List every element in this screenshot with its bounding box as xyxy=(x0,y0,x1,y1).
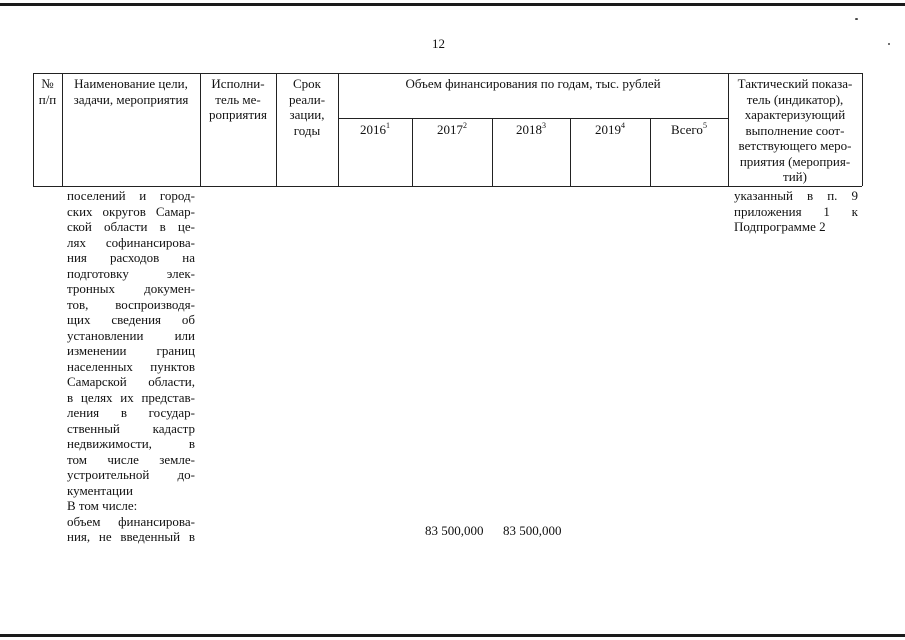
top-border-rule xyxy=(0,3,905,6)
header-year-2016: 2016$^1$ xyxy=(360,121,390,137)
column-divider xyxy=(862,73,863,186)
header-year-2018: 2018$^3$ xyxy=(516,121,546,137)
header-year-2019: 2019$^4$ xyxy=(595,121,625,137)
header-name: Наименование цели, задачи, мероприятия xyxy=(73,76,189,107)
table-header-bottom-border xyxy=(33,186,862,187)
scan-speck xyxy=(855,18,858,20)
including-label: В том числе: xyxy=(67,498,138,513)
page-number: 12 xyxy=(432,36,445,51)
header-number: № п/п xyxy=(38,76,57,107)
header-year-2017: 2017$^2$ xyxy=(437,121,467,137)
years-header-divider xyxy=(338,118,728,119)
table-top-border xyxy=(33,73,862,74)
amount-2018: 83 500,000 xyxy=(425,523,484,538)
bottom-border-rule xyxy=(0,634,905,637)
header-year-total: Всего$^5$ xyxy=(671,121,707,137)
measure-description: поселений и город- ских округов Самар- ской области в це- лях софинансирова- ния расходов на подготовку элек- тронных докумен- тов, воспроизводя- щих сведения об установлении или изменении границ населенных пунктов Самарской области, в целях их представ- ления в государ- ственный кадастр недвижимости, в том числе земле- устроительной до- кументации В том числе: объем финансирова- ния, не введенный в xyxy=(67,188,195,544)
header-term: Срок реали- зации, годы xyxy=(288,76,326,138)
amount-total: 83 500,000 xyxy=(503,523,562,538)
indicator-reference: указанный в п. 9 приложения 1 к Подпрограмме 2 xyxy=(734,188,858,234)
header-executor: Исполни- тель ме- роприятия xyxy=(208,76,267,122)
header-indicator: Тактический показа- тель (индикатор), характеризующий выполнение соот- ветствующего меро- приятия (мероприя- тий) xyxy=(737,76,853,184)
scan-speck xyxy=(888,43,890,45)
header-funding: Объем финансирования по годам, тыс. рублей xyxy=(405,76,661,91)
